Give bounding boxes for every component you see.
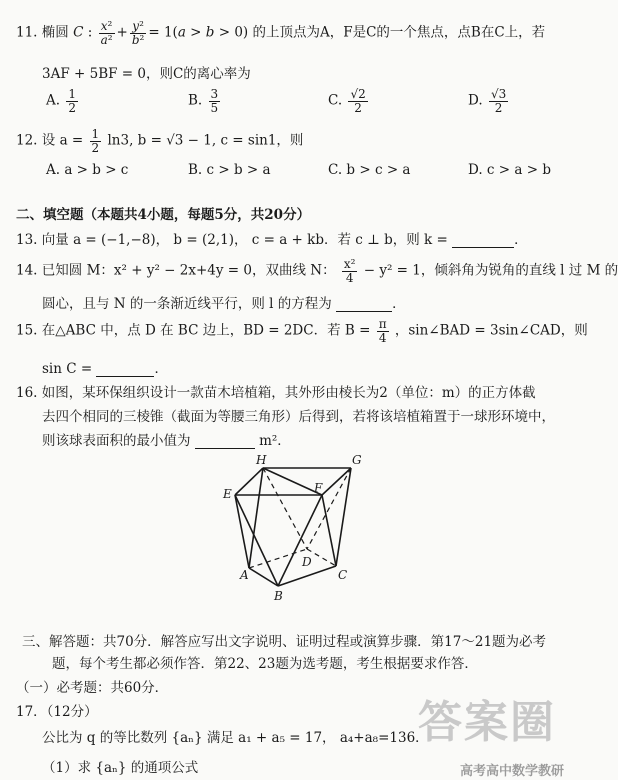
edge-AD-hidden <box>249 549 307 568</box>
q12-option-c: C. b > c > a <box>328 162 411 178</box>
label-C: C <box>338 568 348 582</box>
q16-line1: 16. 如图，某环保组织设计一款苗木培植箱，其外形由棱长为2（单位：m）的正方体截 <box>16 385 536 401</box>
q11-option-d: D. $\frac{√3}{2}$ <box>468 87 507 115</box>
edge-HA <box>249 468 263 568</box>
q17-part1: （1）求 {aₙ} 的通项公式 <box>42 760 199 776</box>
edge-HE <box>235 468 263 495</box>
q16-line2: 去四个相同的三棱锥（截面为等腰三角形）后得到，若将该培植箱置于一球形环境中， <box>42 409 555 425</box>
section3-line2: 题，每个考生都必须作答．第22、23题为选考题，考生根据要求作答． <box>52 656 478 672</box>
watermark-caption: 高考高中数学教研 <box>460 764 565 779</box>
label-H: H <box>256 453 267 467</box>
edge-FC <box>322 495 336 566</box>
q11-option-c: C. $\frac{√2}{2}$ <box>328 87 366 115</box>
ellipse-x-term: $\frac{\text{x²}}{\text{a²}}$ <box>100 19 113 47</box>
q12-option-d: D. c > a > b <box>468 162 551 178</box>
q12-stem: 12. 设 a = $\frac{1}{2}$ ln3, b = √3 − 1, c = sin1，则 <box>16 127 304 155</box>
section2-heading: 二、填空题（本题共4小题，每题5分，共20分） <box>16 207 311 223</box>
q12-option-a: A. a > b > c <box>46 162 129 178</box>
edge-GC <box>336 468 351 566</box>
q11-lead: 椭圆 <box>41 24 69 41</box>
ellipse-y-term: $\frac{\text{y²}}{\text{b²}}$ <box>131 19 145 47</box>
label-A: A <box>240 568 249 582</box>
section3-subheading: （一）必考题：共60分． <box>16 680 169 696</box>
q13: 13. 向量 a = (−1,−8)， b = (2,1)， c = a + kb．若 c ⊥ b，则 k = ． <box>16 232 528 248</box>
label-F: F <box>314 481 323 495</box>
edge-GF <box>322 468 351 495</box>
q16-line3: 则该球表面积的最小值为 m²． <box>42 433 291 449</box>
section3-line1: 三、解答题：共70分．解答应写出文字说明、证明过程或演算步骤．第17～21题为必考 <box>22 634 547 650</box>
q11-option-b: B. $\frac{3}{5}$ <box>188 87 219 115</box>
q11-line1: 11. 椭圆 C : $\frac{\text{x²}}{\text{a²}}$ + $\frac{\text{y²}}{\text{b²}}$ = 1(a > b > 0) 的上顶点为A，F是C的一个焦点，点B在C上，若 <box>16 19 546 47</box>
label-D: D <box>302 555 312 569</box>
q11-option-a: A. $\frac{1}{2}$ <box>46 87 76 115</box>
watermark-logo: 答案圈 <box>418 697 556 748</box>
q17-heading: 17．（12分） <box>16 704 98 720</box>
q14-line1: 14. 已知圆 M：x² + y² − 2x+4y = 0，双曲线 N： $\frac{\text{x²}}{4}$ − y² = 1，倾斜角为锐角的直线 l 过 M 的 <box>16 257 618 285</box>
q11-tail: 的上顶点为A，F是C的一个焦点，点B在C上，若 <box>252 24 546 41</box>
q12-option-b: B. c > b > a <box>188 162 271 178</box>
q15-line1: 15. 在△ABC 中，点 D 在 BC 边上，BD = 2DC．若 B = $\frac{\pi}{4}$ ，sin∠BAD = 3sin∠CAD，则 <box>16 317 588 345</box>
q17-stem: 公比为 q 的等比数列 {aₙ} 满足 a₁ + a₅ = 17， a₄+a₈=136． <box>42 730 429 746</box>
label-B: B <box>274 589 283 603</box>
label-E: E <box>223 487 232 501</box>
q11-condition: 3AF + 5BF = 0，则C的离心率为 <box>42 66 251 82</box>
q11-number: 11. <box>16 24 38 41</box>
label-G: G <box>352 453 362 467</box>
q15-line2: sin C = ． <box>42 361 168 377</box>
q14-line2: 圆心，且与 N 的一条渐近线平行，则 l 的方程为 ． <box>42 296 406 312</box>
edge-EA <box>235 495 249 568</box>
edge-HD-hidden <box>263 468 307 549</box>
